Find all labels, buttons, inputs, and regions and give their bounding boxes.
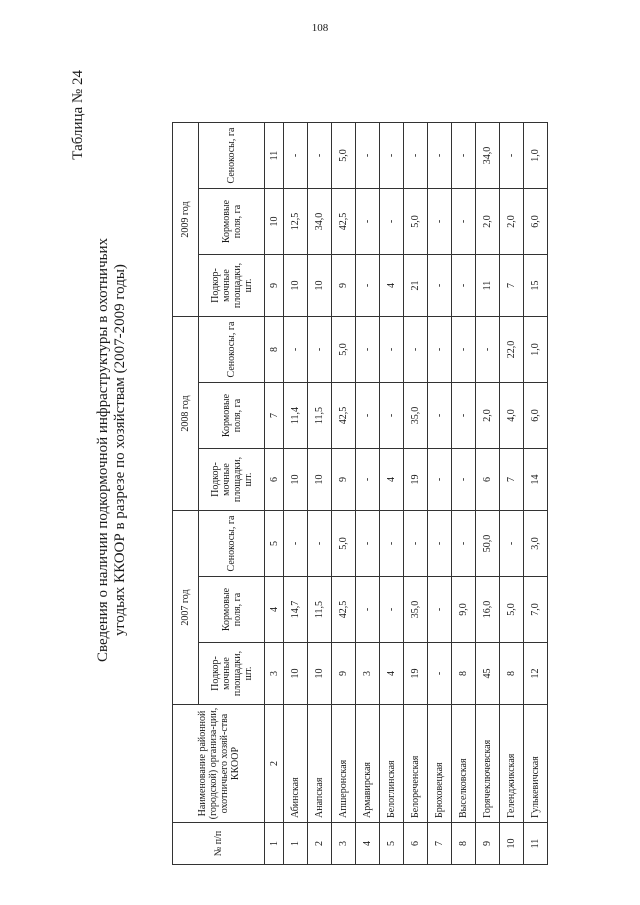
- value-cell: 19: [404, 449, 428, 511]
- header-year-2008: 2008 год: [173, 317, 199, 511]
- table-row: [500, 123, 524, 865]
- value-cell: 8: [500, 643, 524, 705]
- column-number: 8: [265, 317, 284, 383]
- value-cell: 4: [380, 643, 404, 705]
- value-cell: 9: [332, 255, 356, 317]
- table-row: [404, 123, 428, 865]
- organization-name: Белоглинская: [380, 705, 404, 823]
- table-title: [95, 140, 129, 760]
- value-cell: -: [380, 189, 404, 255]
- row-number: 4: [356, 823, 380, 865]
- header-2007-seno: Сенокосы, га: [199, 511, 265, 577]
- value-cell: 10: [284, 255, 308, 317]
- header-2009-seno: Сенокосы, га: [199, 123, 265, 189]
- value-cell: 2,0: [500, 189, 524, 255]
- value-cell: 14,7: [284, 577, 308, 643]
- value-cell: 34,0: [476, 123, 500, 189]
- value-cell: 5,0: [500, 577, 524, 643]
- value-cell: 11,5: [308, 577, 332, 643]
- organization-name: Брюховецкая: [428, 705, 452, 823]
- organization-name: Абинская: [284, 705, 308, 823]
- table-row: [524, 123, 548, 865]
- table-row: [332, 123, 356, 865]
- column-number: 2: [265, 705, 284, 823]
- page-number: 108: [311, 22, 329, 34]
- infrastructure-table: [172, 122, 548, 865]
- row-number: 7: [428, 823, 452, 865]
- value-cell: 12,5: [284, 189, 308, 255]
- value-cell: 2,0: [476, 189, 500, 255]
- value-cell: -: [452, 317, 476, 383]
- header-2007-korm: Кормовые поля, га: [199, 577, 265, 643]
- column-number: 5: [265, 511, 284, 577]
- column-number: 6: [265, 449, 284, 511]
- table-row: [428, 123, 452, 865]
- column-number: 3: [265, 643, 284, 705]
- value-cell: 1,0: [524, 317, 548, 383]
- row-number: 1: [284, 823, 308, 865]
- value-cell: 11,4: [284, 383, 308, 449]
- value-cell: 15: [524, 255, 548, 317]
- value-cell: -: [284, 123, 308, 189]
- header-2008-korm: Кормовые поля, га: [199, 383, 265, 449]
- value-cell: -: [428, 577, 452, 643]
- column-number: 11: [265, 123, 284, 189]
- table-label: Таблица № 24: [70, 70, 86, 160]
- value-cell: 50,0: [476, 511, 500, 577]
- value-cell: 5,0: [404, 189, 428, 255]
- value-cell: -: [452, 449, 476, 511]
- value-cell: 34,0: [308, 189, 332, 255]
- value-cell: 42,5: [332, 383, 356, 449]
- value-cell: -: [308, 123, 332, 189]
- value-cell: 6,0: [524, 383, 548, 449]
- value-cell: 7: [500, 255, 524, 317]
- value-cell: -: [356, 577, 380, 643]
- value-cell: -: [428, 643, 452, 705]
- row-number: 8: [452, 823, 476, 865]
- column-number: 7: [265, 383, 284, 449]
- header-year-2009: 2009 год: [173, 123, 199, 317]
- value-cell: 14: [524, 449, 548, 511]
- row-number: 2: [308, 823, 332, 865]
- value-cell: 11: [476, 255, 500, 317]
- value-cell: -: [356, 317, 380, 383]
- value-cell: 12: [524, 643, 548, 705]
- column-number: 4: [265, 577, 284, 643]
- value-cell: -: [404, 317, 428, 383]
- header-2008-seno: Сенокосы, га: [199, 317, 265, 383]
- value-cell: 1,0: [524, 123, 548, 189]
- value-cell: 16,0: [476, 577, 500, 643]
- value-cell: 19: [404, 643, 428, 705]
- row-number: 11: [524, 823, 548, 865]
- header-2009-korm: Кормовые поля, га: [199, 189, 265, 255]
- title-line-1: Сведения о наличии подкормочной инфраструктуры в охотничьих: [95, 238, 111, 662]
- row-number: 3: [332, 823, 356, 865]
- organization-name: Выселковская: [452, 705, 476, 823]
- value-cell: -: [404, 511, 428, 577]
- value-cell: 4: [380, 449, 404, 511]
- header-2008-pods: Подкор-мочные площадки, шт.: [199, 449, 265, 511]
- row-number: 5: [380, 823, 404, 865]
- organization-name: Горячеключевская: [476, 705, 500, 823]
- value-cell: 5,0: [332, 123, 356, 189]
- value-cell: 4,0: [500, 383, 524, 449]
- value-cell: -: [428, 511, 452, 577]
- value-cell: 10: [308, 643, 332, 705]
- value-cell: -: [308, 317, 332, 383]
- row-number: 6: [404, 823, 428, 865]
- value-cell: 10: [284, 449, 308, 511]
- column-number: 10: [265, 189, 284, 255]
- header-2009-pods: Подкор-мочные площадки, шт.: [199, 255, 265, 317]
- value-cell: -: [452, 383, 476, 449]
- value-cell: -: [428, 255, 452, 317]
- value-cell: 42,5: [332, 577, 356, 643]
- value-cell: 6,0: [524, 189, 548, 255]
- value-cell: -: [428, 383, 452, 449]
- value-cell: 42,5: [332, 189, 356, 255]
- value-cell: -: [356, 383, 380, 449]
- column-number-row: [265, 123, 284, 865]
- organization-name: Геленджикская: [500, 705, 524, 823]
- value-cell: -: [284, 511, 308, 577]
- value-cell: -: [380, 383, 404, 449]
- value-cell: 9: [332, 643, 356, 705]
- value-cell: 4: [380, 255, 404, 317]
- value-cell: -: [356, 449, 380, 511]
- row-number: 10: [500, 823, 524, 865]
- value-cell: 10: [308, 449, 332, 511]
- value-cell: 6: [476, 449, 500, 511]
- table-row: [356, 123, 380, 865]
- organization-name: Белореченская: [404, 705, 428, 823]
- table-row: [476, 123, 500, 865]
- value-cell: -: [404, 123, 428, 189]
- title-line-2: угодьях ККООР в разрезе по хозяйствам (2007-2009 годы): [112, 264, 128, 636]
- value-cell: 22,0: [500, 317, 524, 383]
- value-cell: 5,0: [332, 511, 356, 577]
- value-cell: 21: [404, 255, 428, 317]
- value-cell: 8: [452, 643, 476, 705]
- value-cell: -: [452, 189, 476, 255]
- value-cell: 9: [332, 449, 356, 511]
- value-cell: 35,0: [404, 577, 428, 643]
- value-cell: 10: [308, 255, 332, 317]
- value-cell: -: [500, 123, 524, 189]
- organization-name: Гулькевичская: [524, 705, 548, 823]
- value-cell: -: [380, 123, 404, 189]
- value-cell: -: [452, 123, 476, 189]
- value-cell: -: [452, 511, 476, 577]
- value-cell: 9,0: [452, 577, 476, 643]
- value-cell: -: [428, 123, 452, 189]
- header-year-2007: 2007 год: [173, 511, 199, 705]
- header-name: Наименование районной (городской) организа-ции, охотничьего хозяй-ства ККООР: [173, 705, 265, 823]
- table-row: [284, 123, 308, 865]
- value-cell: -: [356, 189, 380, 255]
- value-cell: 5,0: [332, 317, 356, 383]
- organization-name: Анапская: [308, 705, 332, 823]
- value-cell: -: [452, 255, 476, 317]
- value-cell: -: [308, 511, 332, 577]
- value-cell: -: [380, 317, 404, 383]
- value-cell: 10: [284, 643, 308, 705]
- value-cell: -: [356, 255, 380, 317]
- organization-name: Армавирская: [356, 705, 380, 823]
- value-cell: 3,0: [524, 511, 548, 577]
- value-cell: -: [476, 317, 500, 383]
- value-cell: -: [356, 123, 380, 189]
- value-cell: -: [380, 511, 404, 577]
- header-2007-pods: Подкор-мочные площадки, шт.: [199, 643, 265, 705]
- value-cell: -: [380, 577, 404, 643]
- value-cell: 11,5: [308, 383, 332, 449]
- value-cell: -: [428, 449, 452, 511]
- value-cell: 2,0: [476, 383, 500, 449]
- value-cell: -: [500, 511, 524, 577]
- table-row: [308, 123, 332, 865]
- column-number: 1: [265, 823, 284, 865]
- header-num: № п/п: [173, 823, 265, 865]
- value-cell: 3: [356, 643, 380, 705]
- rotated-page-content: [0, 20, 640, 880]
- value-cell: 7: [500, 449, 524, 511]
- table-row: [452, 123, 476, 865]
- value-cell: 45: [476, 643, 500, 705]
- value-cell: -: [428, 189, 452, 255]
- value-cell: -: [284, 317, 308, 383]
- column-number: 9: [265, 255, 284, 317]
- value-cell: 7,0: [524, 577, 548, 643]
- value-cell: -: [428, 317, 452, 383]
- value-cell: -: [356, 511, 380, 577]
- table-row: [380, 123, 404, 865]
- value-cell: 35,0: [404, 383, 428, 449]
- organization-name: Апшеронская: [332, 705, 356, 823]
- row-number: 9: [476, 823, 500, 865]
